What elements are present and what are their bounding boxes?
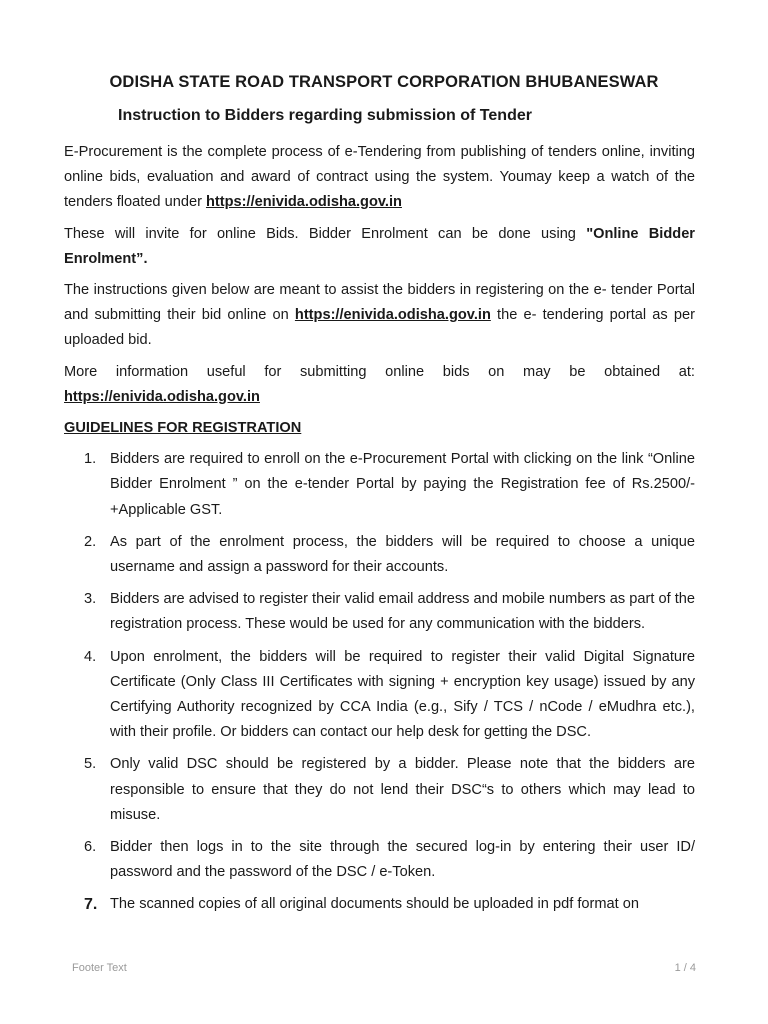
enivida-link[interactable]: https://enivida.odisha.gov.in <box>64 388 260 405</box>
list-item-text: Upon enrolment, the bidders will be required to register their valid Digital Signature Certificate (Only Class III Certificates with signing + encryption key usage) issued by any Certifying Authority recognized by CCA India (e.g., Sify / TCS / nCode / eMudhra etc.), with their profile. Or bidders can contact our help desk for getting the DSC. <box>110 648 695 741</box>
list-item <box>64 645 695 746</box>
list-item-text: As part of the enrolment process, the bidders will be required to choose a unique username and assign a password for their accounts. <box>110 533 695 576</box>
page-title: ODISHA STATE ROAD TRANSPORT CORPORATION BHUBANESWAR <box>109 73 659 91</box>
list-item-number: 2. <box>84 533 97 550</box>
list-item-number: 5. <box>84 756 97 773</box>
page-number: 1 / 4 <box>674 962 696 974</box>
guidelines-heading: GUIDELINES FOR REGISTRATION <box>64 420 302 437</box>
list-item-number: 4. <box>84 648 97 665</box>
intro-text: the e- tendering portal as per uploaded bid. <box>64 307 695 349</box>
list-item-text: The scanned copies of all original documents should be uploaded in pdf format on <box>110 896 639 913</box>
list-item <box>64 892 695 917</box>
footer-text: Footer Text <box>72 962 127 974</box>
intro-paragraph-4: More information useful for submitting online bids on may be obtained at: <box>64 363 695 380</box>
list-item <box>64 530 695 580</box>
document-body <box>64 140 695 925</box>
list-item-number: 3. <box>84 591 97 608</box>
list-item-text: Bidder then logs in to the site through the secured log-in by entering their user ID/ password and the password of the DSC / e-Token. <box>110 839 695 881</box>
list-item-number: 7. <box>84 896 98 914</box>
enivida-link[interactable]: https://enivida.odisha.gov.in <box>294 307 491 324</box>
intro-paragraph-3 <box>64 278 695 354</box>
list-item <box>64 835 695 885</box>
list-item-text: Bidders are required to enroll on the e-Procurement Portal with clicking on the link “Online Bidder Enrolment ” on the e-tender Portal by paying the Registration fee of Rs.2500/- +Applicable GST. <box>110 451 695 518</box>
intro-paragraph-2 <box>64 222 695 272</box>
intro-paragraph-4-link-line <box>64 385 695 410</box>
list-item <box>64 587 695 637</box>
intro-paragraph-1 <box>64 140 695 216</box>
intro-text: The instructions given below are meant to assist the bidders in registering on the e- tender Portal and submitting their bid online on <box>64 282 695 324</box>
list-item <box>64 752 695 828</box>
online-bidder-enrolment-label: "Online Bidder Enrolment”. <box>64 225 695 267</box>
list-item-text: Only valid DSC should be registered by a bidder. Please note that the bidders are responsible to ensure that they do not lend their DSC“s to others which may lead to misuse. <box>110 756 695 823</box>
list-item <box>64 447 695 523</box>
page-subtitle: Instruction to Bidders regarding submission of Tender <box>118 107 532 124</box>
list-item-number: 6. <box>84 839 97 856</box>
intro-text: E-Procurement is the complete process of e-Tendering from publishing of tenders online, inviting online bids, evaluation and award of contract using the system. Youmay keep a watch of the tenders floated under <box>64 144 695 211</box>
list-item-number: 1. <box>84 451 97 468</box>
intro-text: These will invite for online Bids. Bidder Enrolment can be done using <box>64 225 587 242</box>
list-item-text: Bidders are advised to register their valid email address and mobile numbers as part of the registration process. These would be used for any communication with the bidders. <box>110 591 695 633</box>
enivida-link[interactable]: https://enivida.odisha.gov.in <box>205 194 402 211</box>
guidelines-list <box>64 447 695 917</box>
